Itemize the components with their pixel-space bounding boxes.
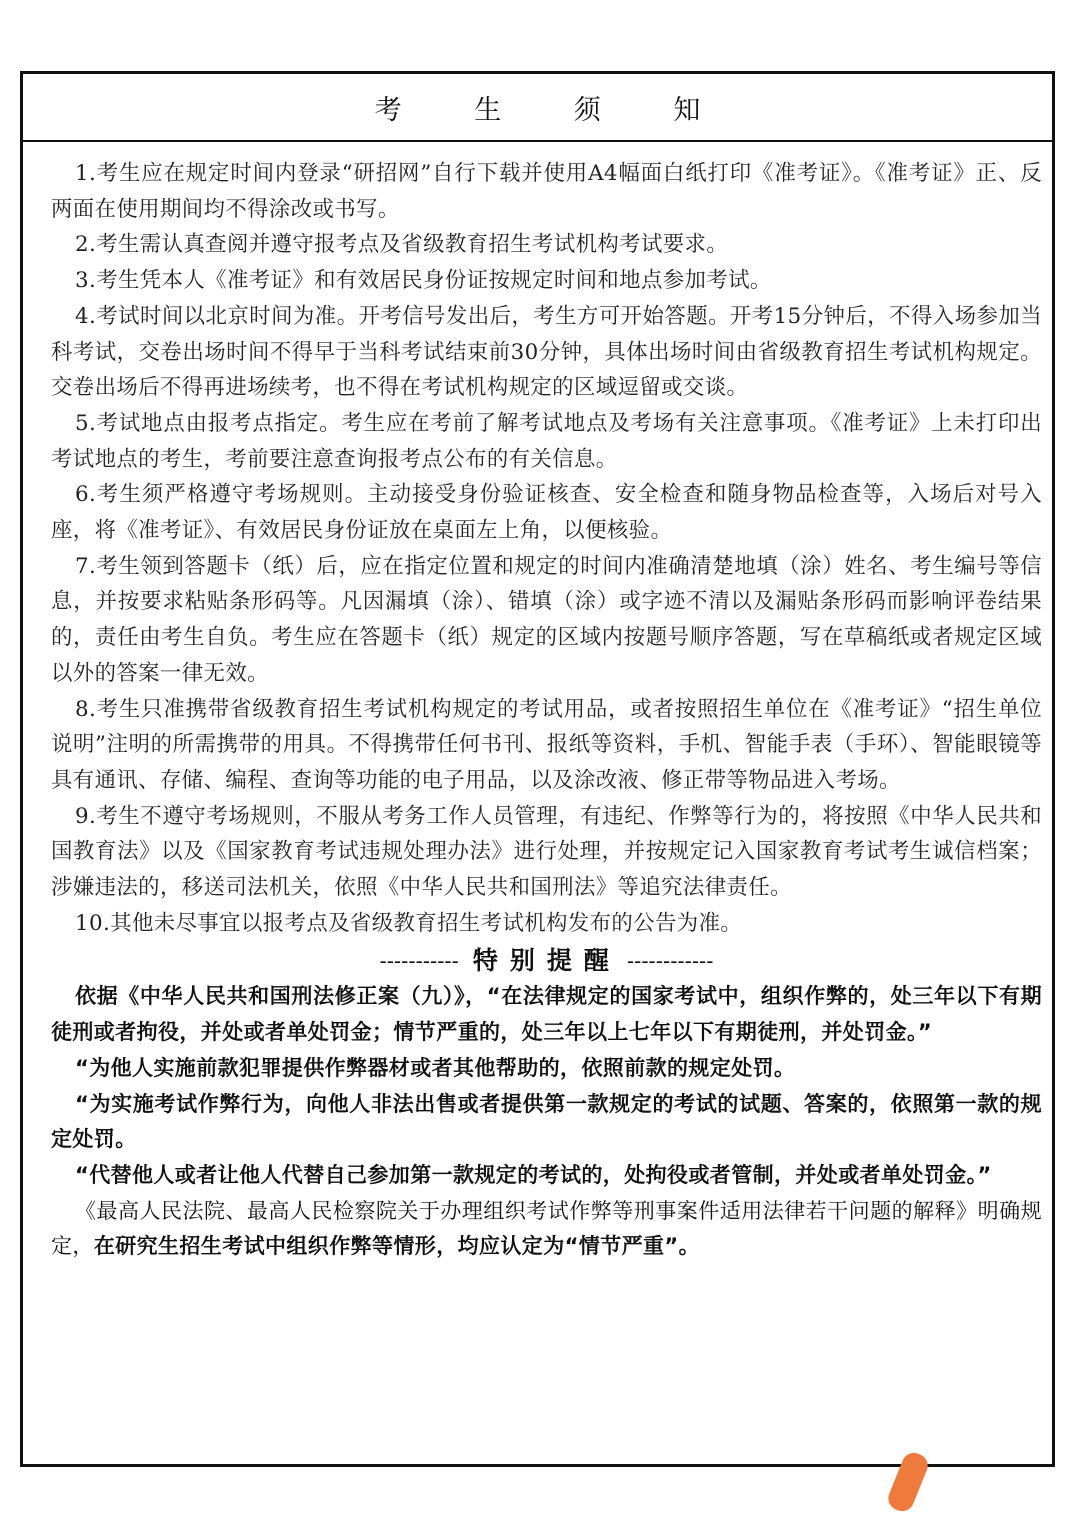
notice-frame	[20, 71, 1055, 1467]
law-final-emphasis: 在研究生招生考试中组织作弊等情形，均应认定为“情节严重”。	[93, 1234, 701, 1259]
special-reminder-heading	[51, 943, 1042, 979]
rule-item: 4.考试时间以北京时间为准。开考信号发出后，考生方可开始答题。开考15分钟后，不得入场参加当科考试，交卷出场时间不得早于当科考试结束前30分钟，具体出场时间由省级教育招生考试机构规定。交卷出场后不得再进场续考，也不得在考试机构规定的区域逗留或交谈。	[51, 303, 1042, 401]
rule-item: 5.考试地点由报考点指定。考生应在考前了解考试地点及考场有关注意事项。《准考证》上未打印出考试地点的考生，考前要注意查询报考点公布的有关信息。	[51, 410, 1042, 472]
rule-item: 8.考生只准携带省级教育招生考试机构规定的考试用品，或者按照招生单位在《准考证》“招生单位说明”注明的所需携带的用具。不得携带任何书刊、报纸等资料，手机、智能手表（手环）、智能眼镜等具有通讯、存储、编程、查询等功能的电子用品，以及涂改液、修正带等物品进入考场。	[51, 696, 1042, 793]
law-paragraph: “为实施考试作弊行为，向他人非法出售或者提供第一款规定的考试的试题、答案的，依照第一款的规定处罚。	[51, 1091, 1042, 1152]
law-final-paragraph	[51, 1194, 1042, 1265]
notice-content	[23, 142, 1052, 1265]
dash-right: ------------	[626, 949, 714, 974]
rule-item: 3.考生凭本人《准考证》和有效居民身份证按规定时间和地点参加考试。	[75, 268, 772, 294]
rule-item: 6.考生须严格遵守考场规则。主动接受身份验证核查、安全检查和随身物品检查等，入场后对号入座，将《准考证》、有效居民身份证放在桌面左上角，以便核验。	[51, 482, 1042, 544]
rule-item: 1.考生应在规定时间内登录“研招网”自行下载并使用A4幅面白纸打印《准考证》。《准考证》正、反两面在使用期间均不得涂改或书写。	[51, 161, 1042, 222]
law-final-lead: 《最高人民法院、最高人民检察院关于办理组织考试作弊等刑事案件适用法律若干问题的解释》明确规定，	[51, 1198, 1042, 1259]
law-paragraph: “为他人实施前款犯罪提供作弊器材或者其他帮助的，依照前款的规定处罚。	[75, 1055, 796, 1080]
rule-item: 2.考生需认真查阅并遵守报考点及省级教育招生考试机构考试要求。	[75, 232, 729, 258]
title-row	[23, 74, 1052, 142]
document-title: 考 生 须 知	[374, 94, 733, 126]
law-paragraph: “代替他人或者让他人代替自己参加第一款规定的考试的，处拘役或者管制，并处或者单处罚金。”	[75, 1162, 992, 1187]
reminder-title: 特别提醒	[472, 946, 621, 976]
rule-item: 10.其他未尽事宜以报考点及省级教育招生考试机构发布的公告为准。	[75, 910, 743, 936]
dash-left: -----------	[379, 949, 459, 974]
rule-item: 9.考生不遵守考场规则，不服从考务工作人员管理，有违纪、作弊等行为的，将按照《中华人民共和国教育法》以及《国家教育考试违规处理办法》进行处理，并按规定记入国家教育考试考生诚信档案；涉嫌违法的，移送司法机关，依照《中华人民共和国刑法》等追究法律责任。	[51, 803, 1042, 901]
law-paragraph: 依据《中华人民共和国刑法修正案（九）》，“在法律规定的国家考试中，组织作弊的，处三年以下有期徒刑或者拘役，并处或者单处罚金；情节严重的，处三年以上七年以下有期徒刑，并处罚金。”	[51, 984, 1042, 1045]
rule-item: 7.考生领到答题卡（纸）后，应在指定位置和规定的时间内准确清楚地填（涂）姓名、考生编号等信息，并按要求粘贴条形码等。凡因漏填（涂）、错填（涂）或字迹不清以及漏贴条形码而影响评卷结果的，责任由考生自负。考生应在答题卡（纸）规定的区域内按题号顺序答题，写在草稿纸或者规定区域以外的答案一律无效。	[51, 553, 1042, 686]
